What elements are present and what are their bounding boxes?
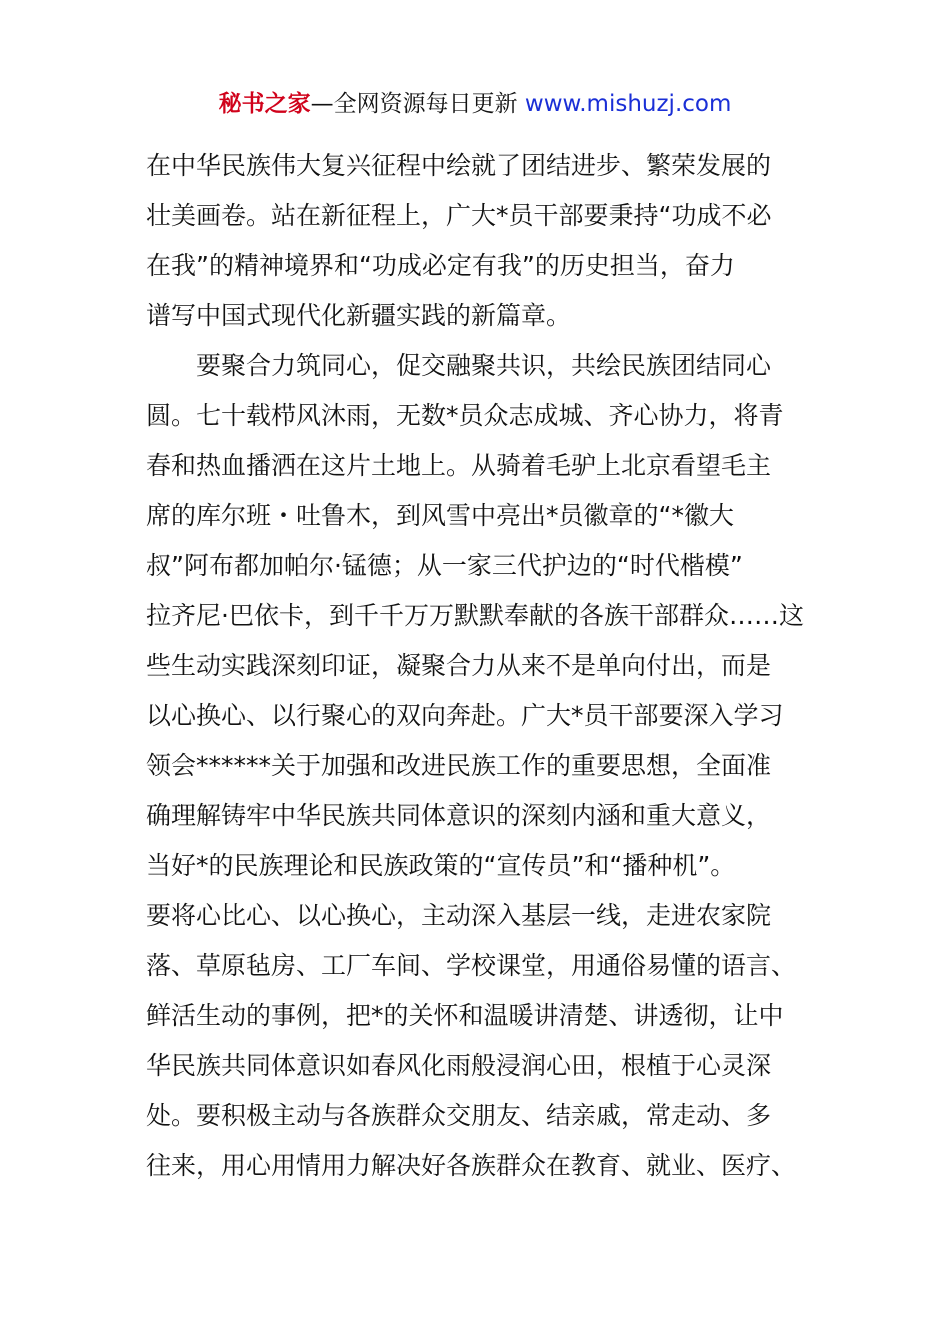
paragraph-first-line: 要聚合力筑同心，促交融聚共识，共绘民族团结同心 (196, 351, 772, 380)
document-body (146, 141, 826, 1191)
text-line: 以心换心、以行聚心的双向奔赴。广大*员干部要深入学习 (146, 701, 784, 730)
text-line: 些生动实践深刻印证，凝聚合力从来不是单向付出，而是 (146, 651, 772, 680)
text-line: 华民族共同体意识如春风化雨般浸润心田，根植于心灵深 (146, 1051, 772, 1080)
text-line: 席的库尔班・吐鲁木，到风雪中亮出*员徽章的“*徽大 (146, 501, 734, 530)
text-line: 确理解铸牢中华民族共同体意识的深刻内涵和重大意义， (146, 801, 772, 830)
text-line: 谱写中国式现代化新疆实践的新篇章。 (146, 301, 572, 330)
text-line: 在中华民族伟大复兴征程中绘就了团结进步、繁荣发展的 (146, 151, 772, 180)
text-line: 圆。七十载栉风沐雨，无数*员众志成城、齐心协力，将青 (146, 401, 784, 430)
page-header (0, 86, 950, 122)
text-line: 当好*的民族理论和民族政策的“宣传员”和“播种机”。 (146, 851, 736, 880)
site-brand: 秘书之家 (218, 91, 311, 117)
site-tagline: —全网资源每日更新 (310, 91, 525, 117)
text-line: 鲜活生动的事例，把*的关怀和温暖讲清楚、讲透彻，让中 (146, 1001, 784, 1030)
text-line: 落、草原毡房、工厂车间、学校课堂，用通俗易懂的语言、 (146, 951, 797, 980)
text-line: 领会******关于加强和改进民族工作的重要思想，全面准 (146, 751, 772, 780)
text-line: 壮美画卷。站在新征程上，广大*员干部要秉持“功成不必 (146, 201, 772, 230)
text-line: 要将心比心、以心换心，主动深入基层一线，走进农家院 (146, 901, 772, 930)
site-url-link[interactable]: www.mishuzj.com (524, 91, 732, 117)
text-line: 拉齐尼·巴依卡，到千千万万默默奉献的各族干部群众……这 (146, 601, 804, 630)
text-line: 叔”阿布都加帕尔·锰德；从一家三代护边的“时代楷模” (146, 551, 743, 580)
text-line: 处。要积极主动与各族群众交朋友、结亲戚，常走动、多 (146, 1101, 772, 1130)
text-line: 春和热血播洒在这片土地上。从骑着毛驴上北京看望毛主 (146, 451, 772, 480)
text-line: 往来，用心用情用力解决好各族群众在教育、就业、医疗、 (146, 1151, 797, 1180)
text-line: 在我”的精神境界和“功成必定有我”的历史担当，奋力 (146, 251, 735, 280)
